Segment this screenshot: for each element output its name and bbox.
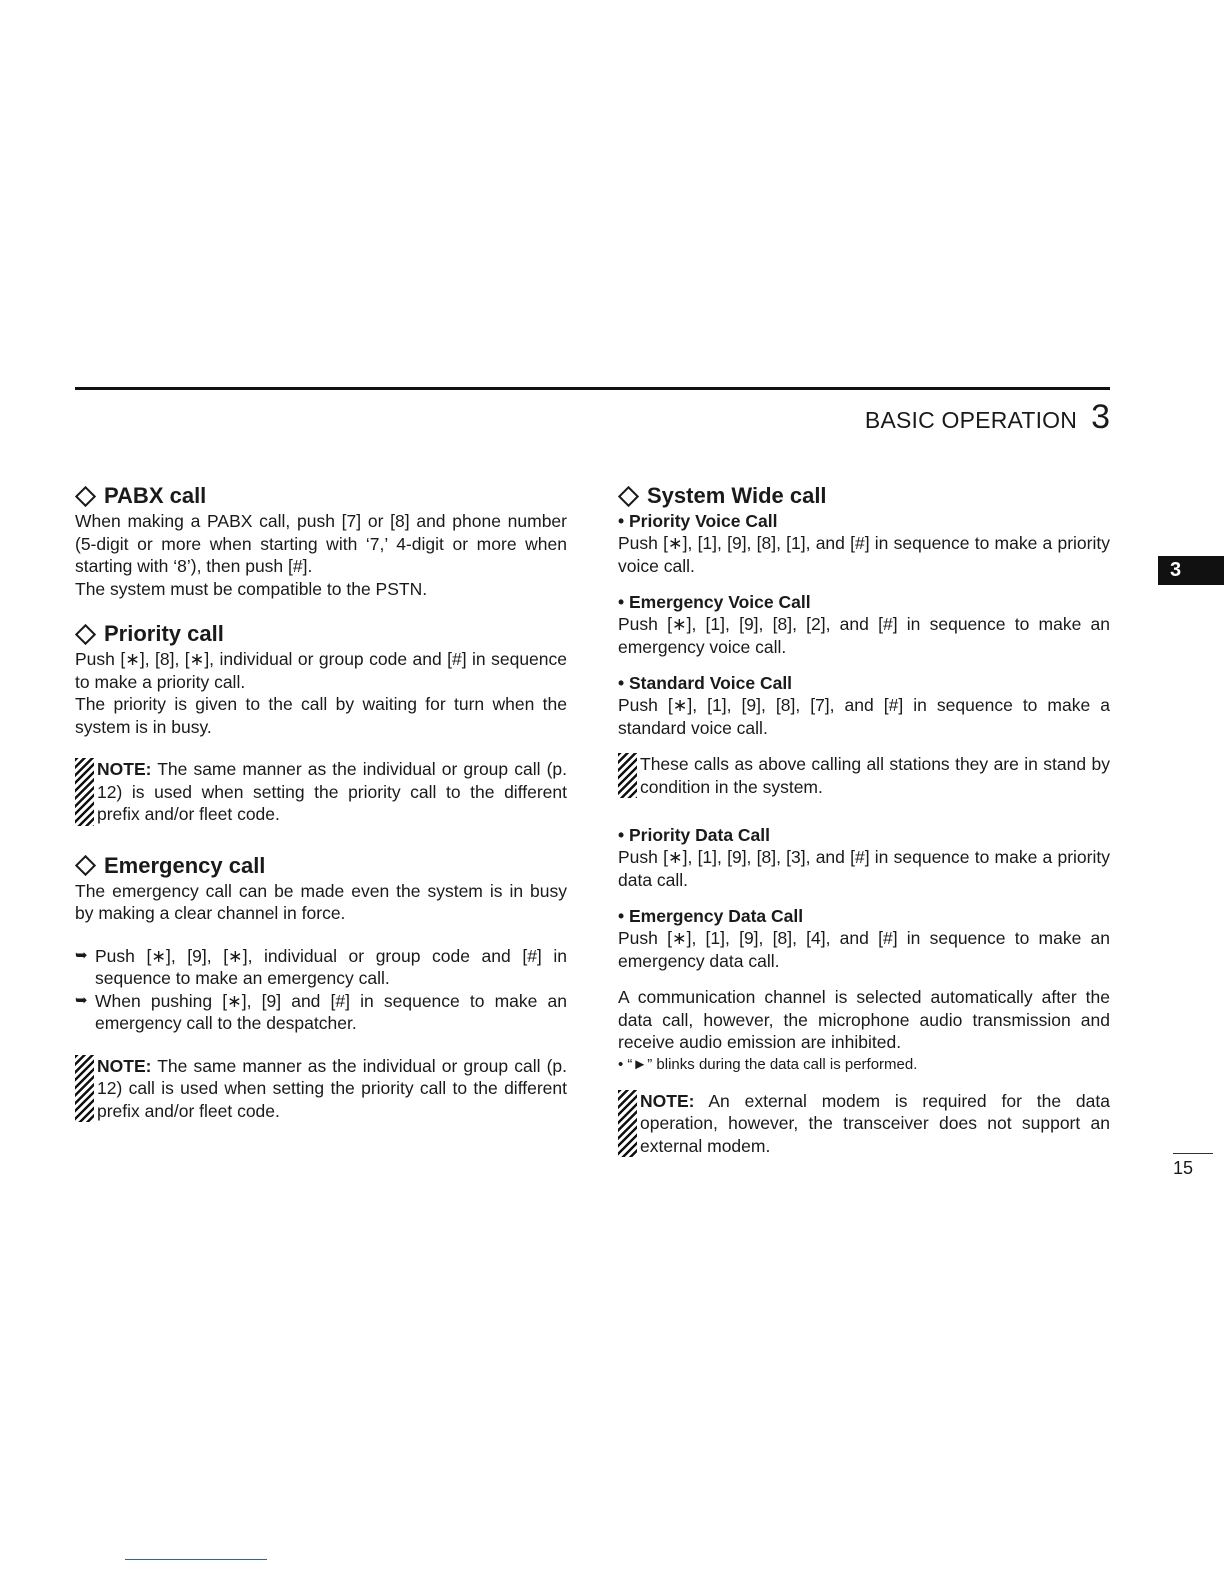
- priority-paragraph: Push [∗], [8], [∗], individual or group code and [#] in sequence to make a priority call.: [75, 649, 567, 692]
- note-hatch-icon: [75, 758, 94, 826]
- page-number: 15: [1173, 1158, 1194, 1178]
- chapter-title: BASIC OPERATION: [864, 407, 1078, 433]
- subheading-standard-voice: • Standard Voice Call: [618, 673, 793, 693]
- note-hatch-icon: [618, 1090, 637, 1158]
- voice-note: These calls as above calling all stations they are in stand by condition in the system.: [618, 753, 1110, 798]
- emergency-note: NOTE: The same manner as the individual or group call (p. 12) call is used when setting the priority call to the different prefix and/or fleet code.: [75, 1055, 567, 1123]
- subheading-emergency-voice: • Emergency Voice Call: [618, 592, 811, 612]
- priority-note: NOTE: The same manner as the individual or group call (p. 12) is used when setting the priority call to the different prefix and/or fleet code.: [75, 758, 567, 826]
- chapter-tab: 3: [1158, 556, 1224, 585]
- diamond-icon: [75, 855, 96, 876]
- page-number-rule: [1173, 1153, 1213, 1154]
- diamond-icon: [75, 623, 96, 644]
- arrow-icon: ➥: [75, 991, 88, 1009]
- emergency-step-1: ➥ Push [∗], [9], [∗], individual or group code and [#] in sequence to make an emergency call.: [75, 945, 567, 988]
- arrow-icon: ➥: [75, 946, 88, 964]
- note-hatch-icon: [618, 753, 637, 798]
- priority-paragraph-2: The priority is given to the call by waiting for turn when the system is in busy.: [75, 694, 567, 737]
- left-column: [75, 482, 567, 1122]
- header-rule: [75, 387, 1110, 390]
- subheading-emergency-data: • Emergency Data Call: [618, 906, 804, 926]
- footer-link-line: [125, 1559, 267, 1560]
- emergency-data-text: Push [∗], [1], [9], [8], [4], and [#] in sequence to make an emergency data call.: [618, 928, 1110, 971]
- chapter-number: 3: [1091, 398, 1110, 436]
- priority-data-text: Push [∗], [1], [9], [8], [3], and [#] in sequence to make a priority data call.: [618, 847, 1110, 890]
- pabx-paragraph: When making a PABX call, push [7] or [8] and phone number (5-digit or more when starting with ‘7,’ 4-digit or more when starting with ‘8’), then push [#].: [75, 511, 567, 576]
- communication-paragraph: A communication channel is selected automatically after the data call, however, the microphone audio transmission and receive audio emission are inhibited.: [618, 987, 1110, 1052]
- subheading-priority-data: • Priority Data Call: [618, 825, 771, 845]
- section-heading-emergency: Emergency call: [75, 852, 567, 880]
- emergency-step-2: ➥ When pushing [∗], [9] and [#] in sequence to make an emergency call to the despatcher.: [75, 990, 567, 1033]
- blink-note: • “►” blinks during the data call is performed.: [618, 1055, 918, 1073]
- chapter-header: [865, 398, 1110, 437]
- subheading-priority-voice: • Priority Voice Call: [618, 511, 778, 531]
- diamond-icon: [618, 485, 639, 506]
- pabx-paragraph-2: The system must be compatible to the PSTN.: [75, 578, 428, 599]
- right-column: [618, 482, 1110, 1157]
- emergency-voice-text: Push [∗], [1], [9], [8], [2], and [#] in sequence to make an emergency voice call.: [618, 614, 1110, 657]
- standard-voice-text: Push [∗], [1], [9], [8], [7], and [#] in sequence to make a standard voice call.: [618, 695, 1110, 738]
- priority-voice-text: Push [∗], [1], [9], [8], [1], and [#] in sequence to make a priority voice call.: [618, 533, 1110, 576]
- section-heading-pabx: PABX call: [75, 482, 567, 510]
- note-hatch-icon: [75, 1055, 94, 1123]
- diamond-icon: [75, 485, 96, 506]
- section-heading-system-wide: System Wide call: [618, 482, 1110, 510]
- emergency-paragraph: The emergency call can be made even the system is in busy by making a clear channel in force.: [75, 880, 567, 923]
- data-note: NOTE: An external modem is required for the data operation, however, the transceiver does not support an external modem.: [618, 1090, 1110, 1158]
- section-heading-priority: Priority call: [75, 620, 567, 648]
